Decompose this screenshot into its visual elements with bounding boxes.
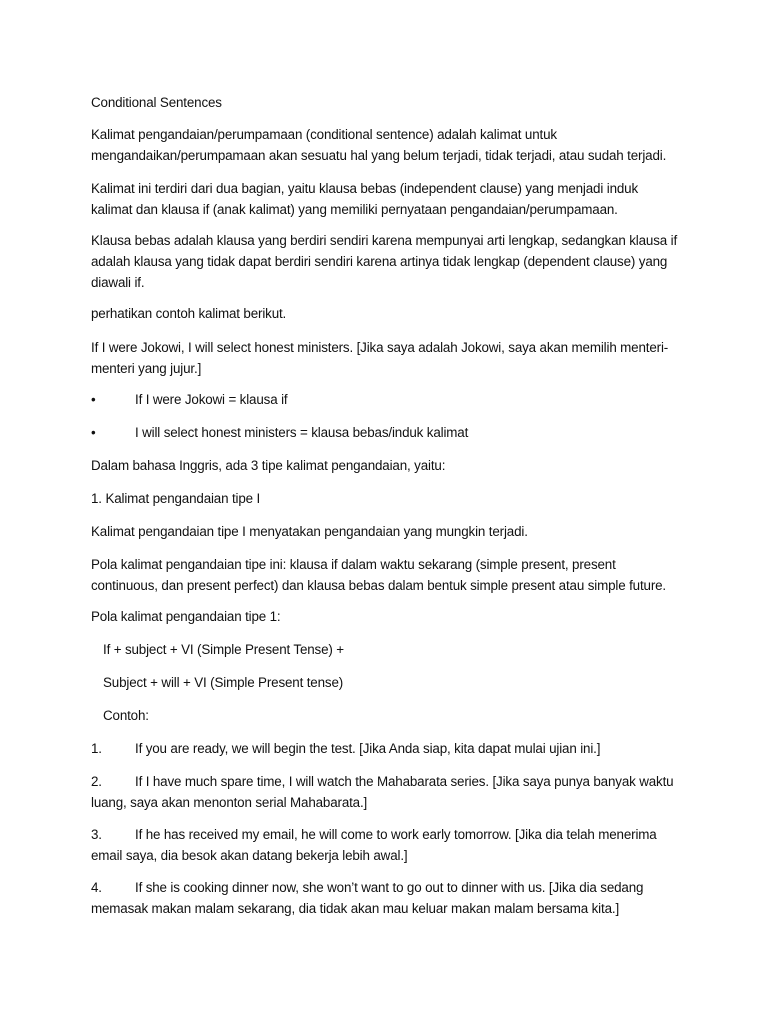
example-text: If you are ready, we will begin the test. [Jika Anda siap, kita dapat mulai ujian ini.] [135, 741, 601, 756]
example-item [91, 738, 681, 759]
document-title: Conditional Sentences [91, 95, 222, 110]
type1-pattern-description: Pola kalimat pengandaian tipe ini: klausa if dalam waktu sekarang (simple present, present continuous, dan present perfect) dan klausa bebas dalam bentuk simple present atau simple future. [91, 557, 666, 593]
type1-pattern-heading: Pola kalimat pengandaian tipe 1: [91, 609, 281, 624]
contoh-label: Contoh: [103, 708, 149, 723]
example-text: If I have much spare time, I will watch the Mahabarata series. [Jika saya punya banyak waktu luang, saya akan menonton serial Mahabarata.] [91, 774, 674, 810]
example-number: 3. [91, 827, 102, 842]
paragraph-example-sentence: If I were Jokowi, I will select honest ministers. [Jika saya adalah Jokowi, saya akan memilih menteri-menteri yang jujur.] [91, 340, 669, 376]
paragraph-definition: Kalimat pengandaian/perumpamaan (conditional sentence) adalah kalimat untuk mengandaikan/perumpamaan akan sesuatu hal yang belum terjadi, tidak terjadi, atau sudah terjadi. [91, 127, 667, 163]
bullet-marker: • [91, 425, 96, 440]
example-number: 4. [91, 880, 102, 895]
formula-main-clause: Subject + will + VI (Simple Present tense) [103, 675, 344, 690]
example-text: If he has received my email, he will come to work early tomorrow. [Jika dia telah menerima email saya, dia besok akan datang bekerja lebih awal.] [91, 827, 657, 863]
type1-description: Kalimat pengandaian tipe I menyatakan pengandaian yang mungkin terjadi. [91, 524, 528, 539]
paragraph-example-intro: perhatikan contoh kalimat berikut. [91, 306, 287, 321]
paragraph-parts: Kalimat ini terdiri dari dua bagian, yaitu klausa bebas (independent clause) yang menjadi induk kalimat dan klausa if (anak kalimat) yang memiliki pernyataan pengandaian/perumpamaan. [91, 181, 639, 217]
example-number: 2. [91, 774, 102, 789]
example-number: 1. [91, 741, 102, 756]
type1-heading: 1. Kalimat pengandaian tipe I [91, 491, 261, 506]
bullet-text: I will select honest ministers = klausa bebas/induk kalimat [135, 425, 469, 440]
example-text: If she is cooking dinner now, she won’t want to go out to dinner with us. [Jika dia sedang memasak makan malam sekarang, dia tidak akan mau keluar makan malam bersama kita.] [91, 880, 644, 916]
example-item [91, 771, 681, 813]
bullet-text: If I were Jokowi = klausa if [135, 392, 288, 407]
paragraph-three-types: Dalam bahasa Inggris, ada 3 tipe kalimat pengandaian, yaitu: [91, 458, 446, 473]
formula-if-clause: If + subject + VI (Simple Present Tense) + [103, 642, 344, 657]
paragraph-clause-explanation: Klausa bebas adalah klausa yang berdiri sendiri karena mempunyai arti lengkap, sedangkan klausa if adalah klausa yang tidak dapat berdiri sendiri karena artinya tidak lengkap (dependent clause) yang diawali if. [91, 233, 678, 290]
bullet-marker: • [91, 392, 96, 407]
example-item [91, 824, 681, 866]
example-item [91, 877, 681, 919]
